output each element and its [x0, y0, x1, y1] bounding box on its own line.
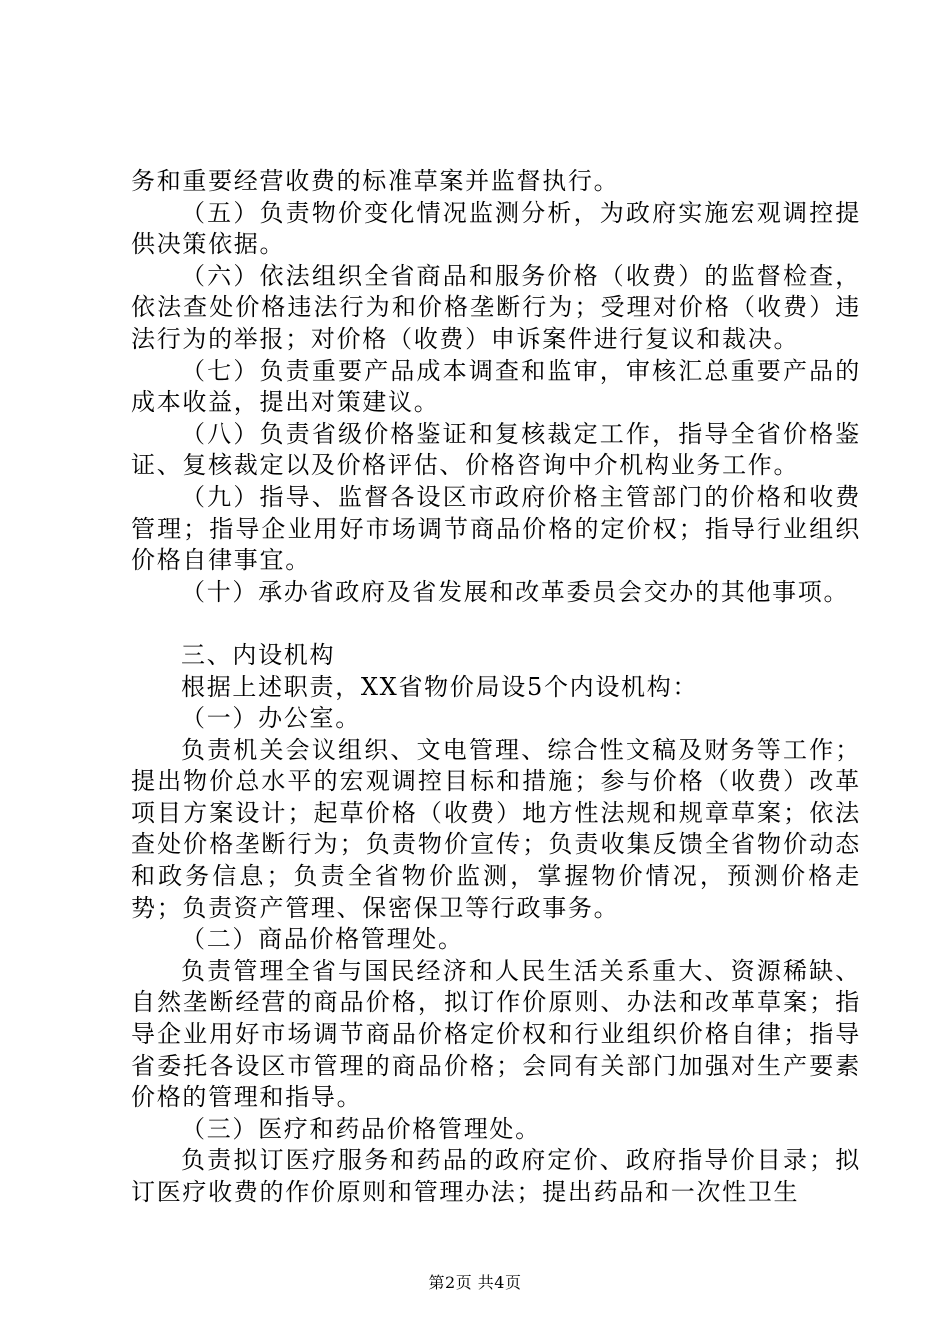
- paragraph-general-office-duties: 负责机关会议组织、文电管理、综合性文稿及财务等工作；提出物价总水平的宏观调控目标和措施；参与价格（收费）改革项目方案设计；起草价格（收费）地方性法规和规章草案；依法查处价格垄断行为；负责物价宣传；负责收集反馈全省物价动态和政务信息；负责全省物价监测，掌握物价情况，预测价格走势；负责资产管理、保密保卫等行政事务。: [131, 735, 861, 922]
- paragraph-item-7: （七）负责重要产品成本调查和监审，审核汇总重要产品的成本收益，提出对策建议。: [131, 356, 861, 417]
- paragraph-item-6: （六）依法组织全省商品和服务价格（收费）的监督检查，依法查处价格违法行为和价格垄断行为；受理对价格（收费）违法行为的举报；对价格（收费）申诉案件进行复议和裁决。: [131, 261, 861, 353]
- document-body: [131, 166, 861, 1209]
- subheading-commodity-price-division: （二）商品价格管理处。: [181, 925, 464, 954]
- paragraph-item-10: （十）承办省政府及省发展和改革委员会交办的其他事项。: [181, 577, 850, 606]
- paragraph-medical-price-duties: 负责拟订医疗服务和药品的政府定价、政府指导价目录；拟订医疗收费的作价原则和管理办法；提出药品和一次性卫生: [131, 1146, 861, 1206]
- paragraph-item-8: （八）负责省级价格鉴证和复核裁定工作，指导全省价格鉴证、复核裁定以及价格评估、价格咨询中介机构业务工作。: [131, 419, 861, 480]
- subheading-medical-price-division: （三）医疗和药品价格管理处。: [181, 1114, 541, 1143]
- section-heading-internal-bodies: 三、内设机构: [181, 640, 336, 669]
- paragraph-item-9: （九）指导、监督各设区市政府价格主管部门的价格和收费管理；指导企业用好市场调节商品价格的定价权；指导行业组织价格自律事宜。: [131, 482, 861, 575]
- subheading-general-office: （一）办公室。: [181, 704, 361, 733]
- paragraph-commodity-price-duties: 负责管理全省与国民经济和人民生活关系重大、资源稀缺、自然垄断经营的商品价格，拟订作价原则、办法和改革草案；指导企业用好市场调节商品价格定价权和行业组织价格自律；指导省委托各设区市管理的商品价格；会同有关部门加强对生产要素价格的管理和指导。: [131, 956, 861, 1112]
- paragraph-section-intro: 根据上述职责，XX省物价局设5个内设机构：: [181, 672, 699, 701]
- page-number-footer: 第2页 共4页: [428, 1273, 522, 1292]
- paragraph-continuation: 务和重要经营收费的标准草案并监督执行。: [131, 167, 620, 195]
- paragraph-item-5: （五）负责物价变化情况监测分析，为政府实施宏观调控提供决策依据。: [131, 198, 861, 259]
